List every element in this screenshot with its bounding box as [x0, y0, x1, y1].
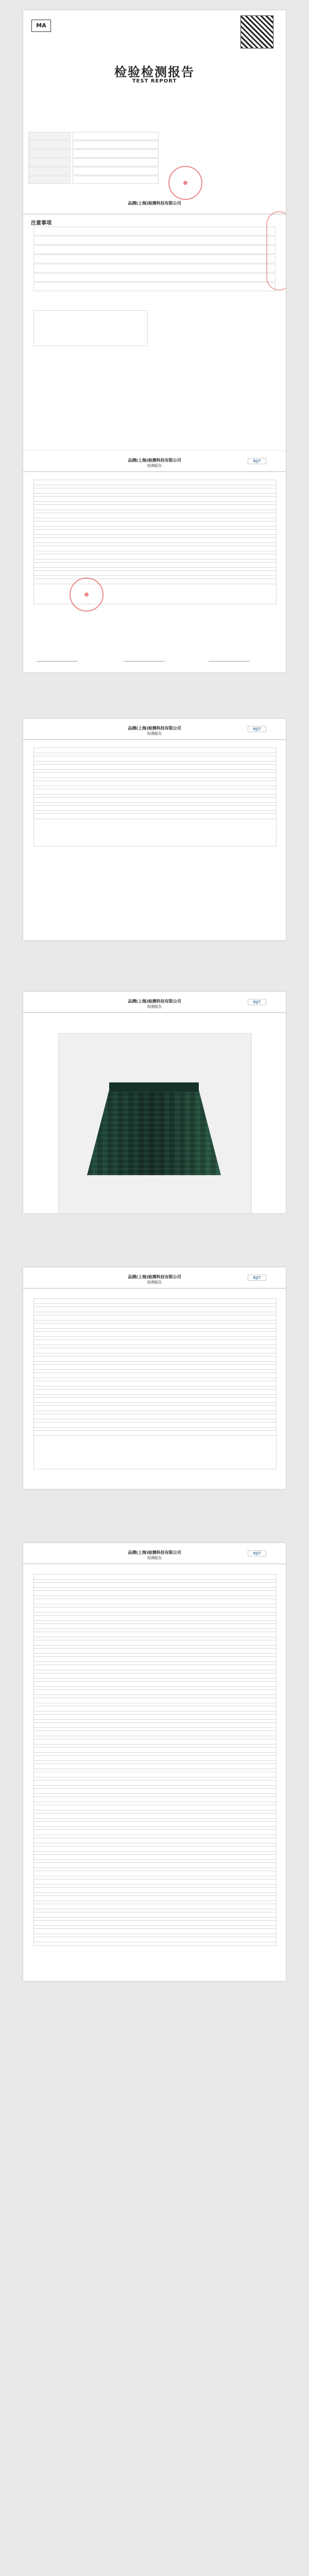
continued-row — [33, 1821, 277, 1827]
info-cell — [33, 546, 277, 551]
continued-row — [33, 1673, 277, 1679]
continued-row — [33, 1615, 277, 1621]
report-page-4 — [23, 992, 286, 1213]
continued-row — [33, 1904, 277, 1909]
continued-row — [33, 1780, 277, 1786]
field-value-3 — [73, 149, 159, 158]
continued-row — [33, 1764, 277, 1769]
field-label-2 — [28, 141, 71, 149]
signature-2 — [124, 652, 165, 662]
divider — [23, 471, 286, 472]
continued-row — [33, 1887, 277, 1893]
test-row — [33, 1364, 277, 1370]
continued-row — [33, 1632, 277, 1637]
test-row — [33, 1389, 277, 1395]
continued-row — [33, 1681, 277, 1687]
test-row — [33, 1381, 277, 1386]
result-row — [33, 764, 277, 770]
page-company: 品测(上海)检测科技有限公司 — [128, 1275, 181, 1279]
info-cell — [33, 504, 277, 510]
info-cell — [33, 562, 277, 568]
continued-row — [33, 1739, 277, 1744]
note-line-3 — [33, 245, 276, 254]
test-row — [33, 1315, 277, 1320]
continued-row — [33, 1928, 277, 1934]
page-header — [23, 999, 286, 1009]
continued-row — [33, 1698, 277, 1703]
continued-row — [33, 1862, 277, 1868]
edge-seal — [266, 211, 286, 291]
brand-tag: BJJT — [248, 999, 266, 1005]
continued-row — [33, 1854, 277, 1860]
continued-row — [33, 1607, 277, 1613]
cover-footer-company: 品测(上海)检测科技有限公司 — [128, 201, 181, 206]
result-row — [33, 781, 277, 786]
brand-tag: BJJT — [248, 1550, 266, 1556]
field-label-4 — [28, 158, 71, 166]
continued-row — [33, 1689, 277, 1695]
report-page-1 — [23, 10, 286, 453]
continued-row — [33, 1640, 277, 1646]
result-row — [33, 748, 277, 753]
continued-row — [33, 1895, 277, 1901]
note-line-4 — [33, 255, 276, 263]
page-sub: 检测报告 — [147, 1280, 162, 1284]
page-header — [23, 458, 286, 468]
field-label-6 — [28, 176, 71, 184]
test-row — [33, 1430, 277, 1436]
continued-row — [33, 1731, 277, 1736]
note-heading: 注意事项 — [31, 221, 52, 226]
continued-row — [33, 1590, 277, 1596]
divider — [23, 1288, 286, 1289]
report-title-cn: 检验检测报告 — [114, 65, 195, 79]
badge-text: MA — [36, 22, 46, 29]
info-cell — [33, 496, 277, 502]
info-cell — [33, 529, 277, 535]
note-line-7 — [33, 282, 276, 291]
test-row — [33, 1356, 277, 1362]
result-row — [33, 805, 277, 811]
result-row — [33, 772, 277, 778]
contact-block — [33, 310, 148, 346]
continued-row — [33, 1648, 277, 1654]
continued-row — [33, 1805, 277, 1810]
badge-logo — [31, 20, 51, 32]
page-sub: 检测报告 — [147, 1005, 162, 1009]
page-sub: 检测报告 — [147, 464, 162, 468]
info-cell — [33, 513, 277, 518]
signature-3 — [209, 652, 250, 662]
continued-row — [33, 1879, 277, 1885]
divider — [23, 1012, 286, 1013]
continued-row — [33, 1706, 277, 1711]
field-label-1 — [28, 132, 71, 140]
page-company: 品测(上海)检测科技有限公司 — [128, 458, 181, 463]
info-cell — [33, 480, 277, 485]
info-cell — [33, 570, 277, 576]
test-row — [33, 1397, 277, 1403]
skirt-waistband — [109, 1082, 199, 1092]
field-value-4 — [73, 158, 159, 166]
continued-row — [33, 1722, 277, 1728]
continued-row — [33, 1772, 277, 1777]
continued-row — [33, 1937, 277, 1942]
result-row — [33, 797, 277, 803]
continued-row — [33, 1599, 277, 1604]
info-cell — [33, 537, 277, 543]
info-cell — [33, 554, 277, 560]
continued-row — [33, 1623, 277, 1629]
note-line-2 — [33, 236, 276, 245]
result-row — [33, 756, 277, 761]
signature-1 — [37, 652, 78, 662]
report-page-2 — [23, 451, 286, 672]
brand-tag: BJJT — [248, 726, 266, 732]
test-row — [33, 1298, 277, 1304]
note-line-6 — [33, 273, 276, 282]
test-row — [33, 1414, 277, 1419]
test-row — [33, 1348, 277, 1353]
page-header — [23, 1275, 286, 1285]
continued-row — [33, 1920, 277, 1926]
report-page-3 — [23, 719, 286, 940]
sample-photo — [58, 1033, 252, 1213]
test-row — [33, 1323, 277, 1329]
continued-row — [33, 1755, 277, 1761]
divider — [23, 739, 286, 740]
red-seal — [168, 166, 202, 200]
test-row — [33, 1422, 277, 1428]
brand-tag: BJJT — [248, 458, 266, 464]
info-cell — [33, 521, 277, 527]
continued-row — [33, 1813, 277, 1819]
plaid-skirt — [87, 1082, 221, 1175]
continued-row — [33, 1846, 277, 1852]
page-company: 品测(上海)检测科技有限公司 — [128, 726, 181, 731]
report-page-5 — [23, 1267, 286, 1489]
page-sub: 检测报告 — [147, 1556, 162, 1560]
page-company: 品测(上海)检测科技有限公司 — [128, 999, 181, 1004]
continued-row — [33, 1788, 277, 1794]
page-company: 品测(上海)检测科技有限公司 — [128, 1550, 181, 1555]
continued-row — [33, 1797, 277, 1802]
test-row — [33, 1331, 277, 1337]
test-row — [33, 1405, 277, 1411]
qr-code — [241, 15, 273, 48]
report-title — [23, 65, 286, 84]
field-value-6 — [73, 176, 159, 184]
continued-row — [33, 1656, 277, 1662]
continued-row — [33, 1912, 277, 1918]
brand-tag: BJJT — [248, 1275, 266, 1281]
continued-row — [33, 1665, 277, 1670]
field-label-3 — [28, 149, 71, 158]
field-value-5 — [73, 167, 159, 175]
field-value-1 — [73, 132, 159, 140]
report-page-6 — [23, 1543, 286, 1981]
test-row — [33, 1307, 277, 1312]
red-seal — [70, 578, 104, 612]
cover-footer — [23, 201, 286, 206]
test-row — [33, 1372, 277, 1378]
field-label-5 — [28, 167, 71, 175]
note-line-1 — [33, 227, 276, 235]
page-header — [23, 1550, 286, 1561]
note-line-5 — [33, 264, 276, 273]
page-header — [23, 726, 286, 736]
continued-row — [33, 1714, 277, 1720]
result-row — [33, 814, 277, 819]
result-row — [33, 789, 277, 794]
continued-row — [33, 1829, 277, 1835]
field-value-2 — [73, 141, 159, 149]
continued-row — [33, 1838, 277, 1843]
page-sub: 检测报告 — [147, 732, 162, 736]
continued-row — [33, 1574, 277, 1580]
continued-row — [33, 1582, 277, 1588]
test-row — [33, 1340, 277, 1345]
info-cell — [33, 579, 277, 584]
report-title-en: TEST REPORT — [132, 78, 177, 84]
info-cell — [33, 488, 277, 494]
continued-row — [33, 1871, 277, 1876]
continued-row — [33, 1747, 277, 1753]
